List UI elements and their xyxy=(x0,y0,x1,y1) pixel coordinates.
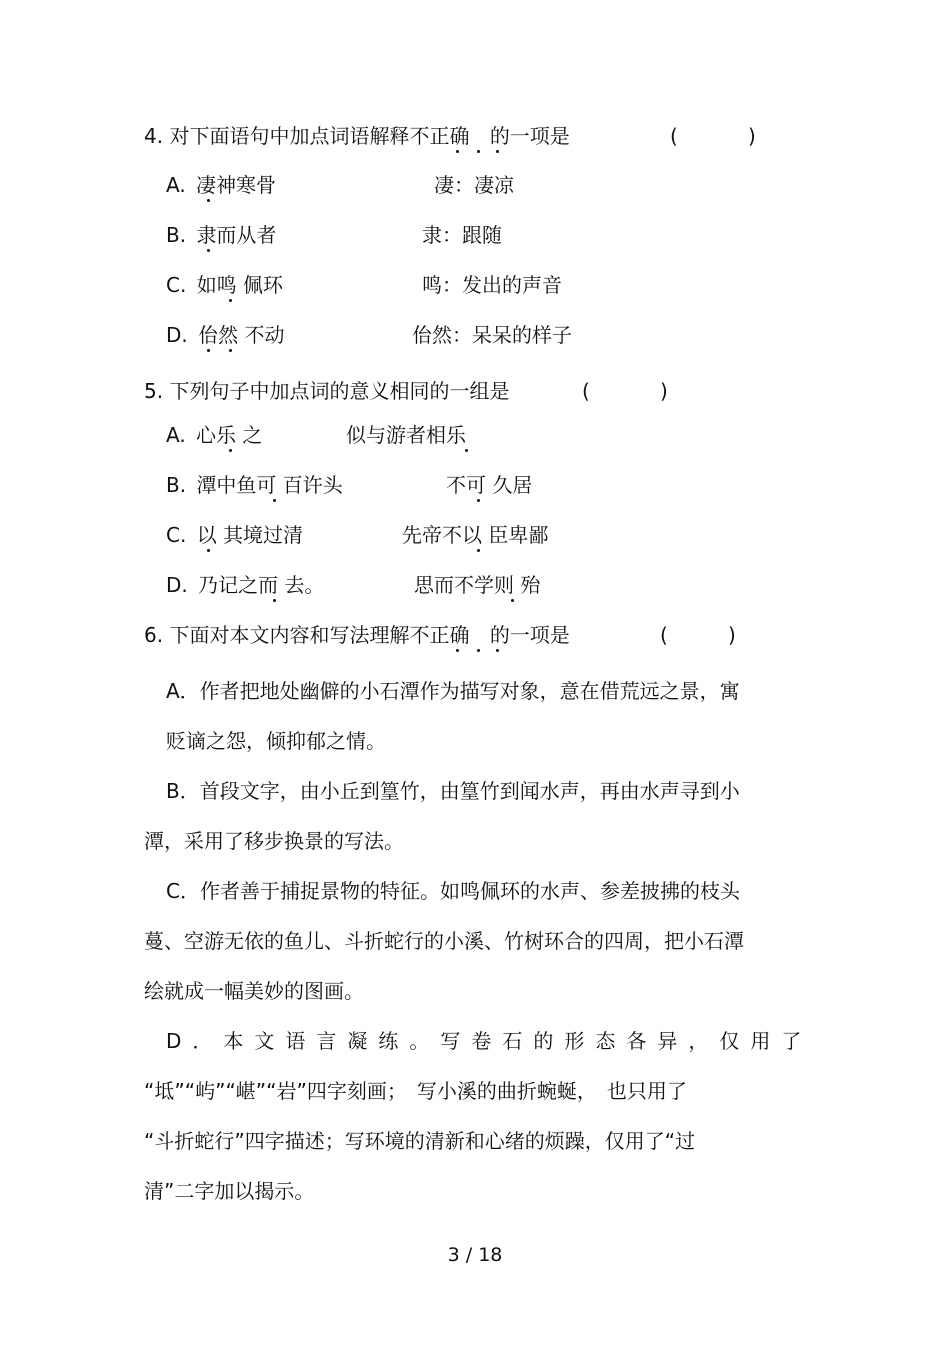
emphasis-dot xyxy=(207,199,210,202)
q4-option-c-gloss: 鸣：发出的声音 xyxy=(422,273,562,297)
option-letter: D. xyxy=(166,323,188,347)
option-phrase: 隶而从者 xyxy=(196,223,277,247)
q6-option-d-line1: D．本文语言凝练。写卷石的形态各异，仅用了 xyxy=(166,1029,813,1053)
answer-paren-close: ) xyxy=(748,124,756,148)
emphasis-dot xyxy=(456,649,459,652)
q6-option-d-line2: “坻”“屿”“嵁”“岩”四字刻画； 写小溪的曲折蜿蜒， 也只用了 xyxy=(144,1079,687,1103)
answer-paren-close: ) xyxy=(728,623,736,647)
answer-paren-open: ( xyxy=(670,124,678,148)
emphasis-dot xyxy=(229,449,232,452)
emphasis-dot xyxy=(477,549,480,552)
q5-stem xyxy=(144,377,509,405)
q6-option-b-line2: 潭，采用了移步换景的写法。 xyxy=(144,829,404,853)
option-left: 以 其境过清 xyxy=(196,523,304,547)
emphasis-dot xyxy=(229,299,232,302)
option-letter: C. xyxy=(166,523,187,547)
emphasis-dot xyxy=(477,150,480,153)
q4-option-d xyxy=(166,321,284,349)
emphasis-dot xyxy=(207,249,210,252)
option-letter: B. xyxy=(166,223,187,247)
emphasis-dot xyxy=(229,349,232,352)
q6-stem-text-c: 的一项是 xyxy=(489,623,570,647)
q6-option-a-line1: A．作者把地处幽僻的小石潭作为描写对象，意在借荒远之景，寓 xyxy=(166,679,740,703)
option-left: 潭中鱼可 百许头 xyxy=(196,473,343,497)
q4-option-b-gloss: 隶：跟随 xyxy=(422,223,502,247)
q5-option-b xyxy=(166,471,343,499)
q4-option-d-gloss: 佁然：呆呆的样子 xyxy=(412,323,572,347)
q6-number: 6. xyxy=(144,623,164,647)
option-letter: B. xyxy=(166,473,187,497)
answer-paren-open: ( xyxy=(582,379,590,403)
option-left: 乃记之而 去。 xyxy=(198,573,325,597)
q6-option-c-line2: 蔓、空游无依的鱼儿、斗折蛇行的小溪、竹树环合的四周，把小石潭 xyxy=(144,929,744,953)
option-letter: A. xyxy=(166,173,186,197)
q5-option-c-right: 先帝不以 臣卑鄙 xyxy=(402,523,549,547)
option-phrase: 佁然 不动 xyxy=(198,323,285,347)
q6-option-c-line3: 绘就成一幅美妙的图画。 xyxy=(144,979,364,1003)
q6-stem-emphasis: 不正确 xyxy=(409,623,470,647)
q6-option-d-line3: “斗折蛇行”四字描述；写环境的清新和心绪的烦躁，仅用了“过 xyxy=(144,1129,696,1153)
q5-number: 5. xyxy=(144,379,164,403)
q5-option-d xyxy=(166,571,324,599)
q4-option-a-gloss: 凄：凄凉 xyxy=(434,173,514,197)
emphasis-dot xyxy=(465,449,468,452)
q6-stem xyxy=(144,621,570,649)
q6-option-c-line1: C．作者善于捕捉景物的特征。如鸣佩环的水声、参差披拂的枝头 xyxy=(166,879,740,903)
q4-option-a xyxy=(166,171,276,199)
q4-stem-text-a: 对下面语句中加点词语解释 xyxy=(169,124,410,148)
q5-option-c xyxy=(166,521,303,549)
emphasis-dot xyxy=(207,549,210,552)
q5-option-d-right: 思而不学则 殆 xyxy=(414,573,541,597)
q6-option-b-line1: B．首段文字，由小丘到篁竹，由篁竹到闻水声，再由水声寻到小 xyxy=(166,779,740,803)
answer-paren-close: ) xyxy=(660,379,668,403)
q4-stem-emphasis: 不正确 xyxy=(409,124,470,148)
q5-option-a xyxy=(166,421,262,449)
emphasis-dot xyxy=(511,599,514,602)
emphasis-dot xyxy=(477,499,480,502)
page-number: 3 / 18 xyxy=(447,1244,503,1266)
emphasis-dot xyxy=(477,649,480,652)
q6-option-d-line4: 清”二字加以揭示。 xyxy=(144,1179,315,1203)
option-phrase: 如鸣 佩环 xyxy=(196,273,284,297)
q4-stem xyxy=(144,122,570,150)
q5-option-a-right: 似与游者相乐 xyxy=(346,423,466,447)
option-phrase: 凄神寒骨 xyxy=(196,173,277,197)
q5-stem-text: 下列句子中加点词的意义相同的一组是 xyxy=(169,379,510,403)
option-letter: A. xyxy=(166,423,186,447)
emphasis-dot xyxy=(273,599,276,602)
q4-option-c xyxy=(166,271,283,299)
answer-paren-open: ( xyxy=(660,623,668,647)
q4-stem-text-c: 的一项是 xyxy=(489,124,570,148)
q4-option-b xyxy=(166,221,276,249)
emphasis-dot xyxy=(496,649,499,652)
emphasis-dot xyxy=(207,349,210,352)
q6-stem-text-a: 下面对本文内容和写法理解 xyxy=(169,623,410,647)
q4-number: 4. xyxy=(144,124,164,148)
emphasis-dot xyxy=(456,150,459,153)
option-letter: D. xyxy=(166,573,188,597)
emphasis-dot xyxy=(273,499,276,502)
option-left: 心乐 之 xyxy=(196,423,263,447)
q5-option-b-right: 不可 久居 xyxy=(446,473,533,497)
q6-option-a-line2: 贬谪之怨，倾抑郁之情。 xyxy=(166,729,386,753)
option-letter: C. xyxy=(166,273,187,297)
emphasis-dot xyxy=(496,150,499,153)
